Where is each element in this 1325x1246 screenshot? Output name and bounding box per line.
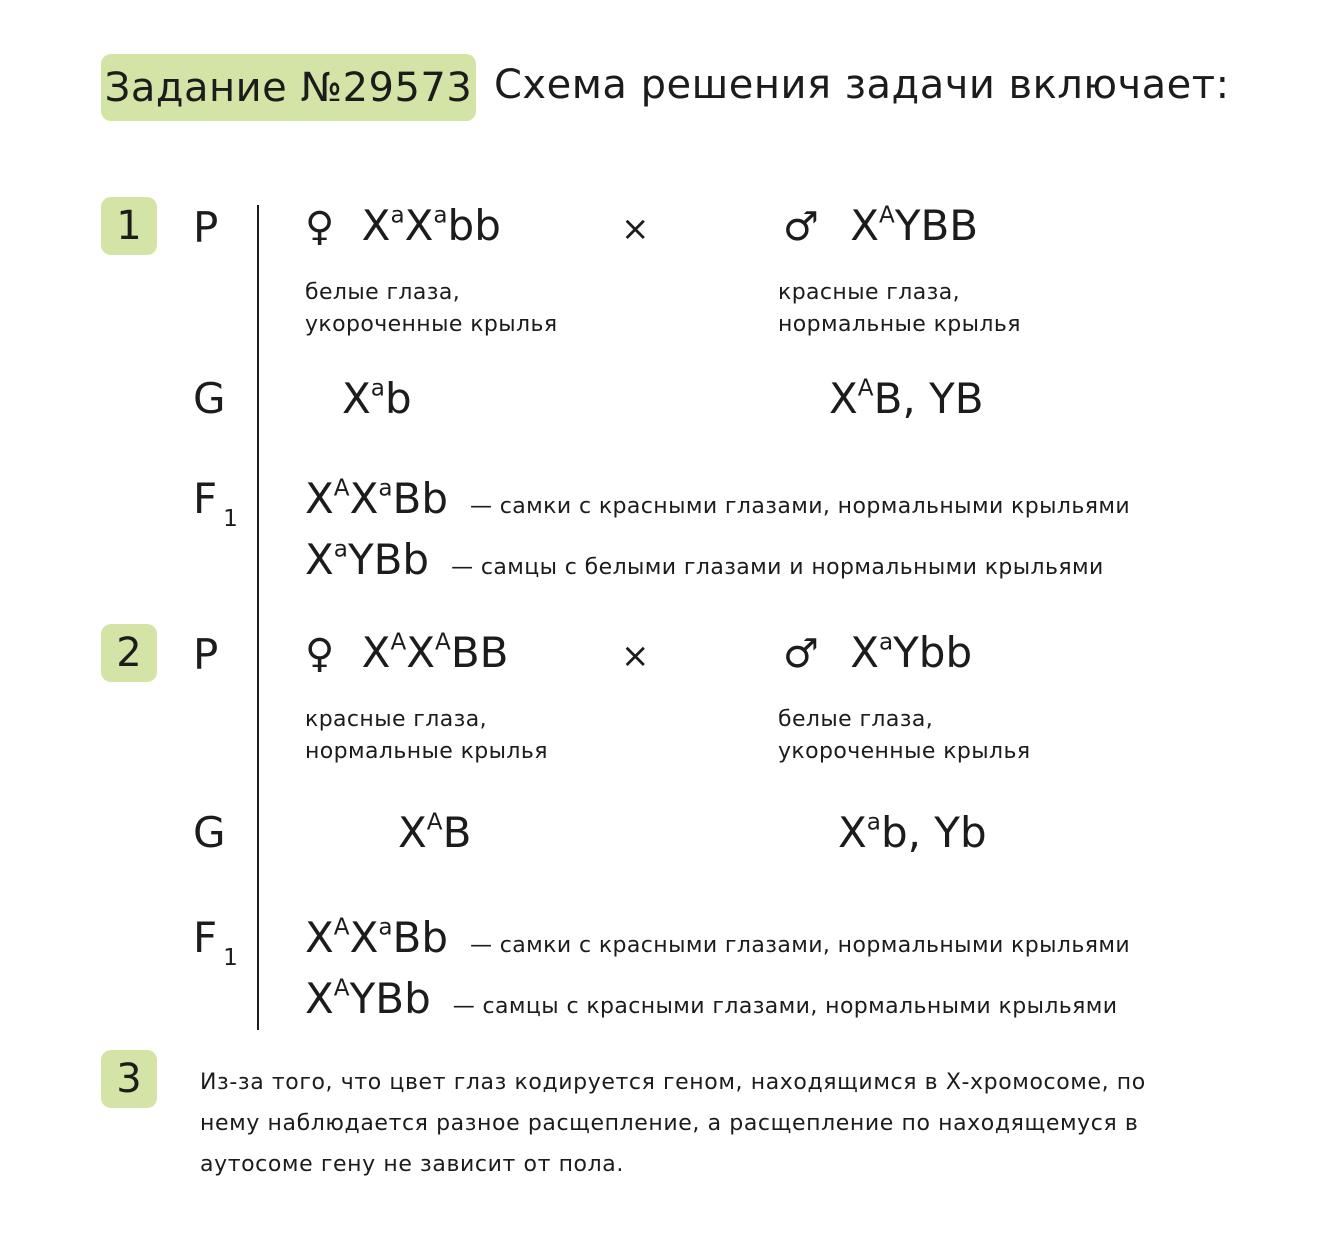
step-1-female-genotype: ♀ $X^aX^abb$ [305,201,501,250]
step-1-gametes-label: G [193,374,226,423]
female-symbol-icon: ♀ [305,204,335,250]
cross-symbol-icon: × [621,209,650,249]
step-2-parents-label: P [193,630,219,679]
step-1-male-gametes: $X^AB$, YB [829,374,984,423]
step-2-offspring-label: F $_1$ [193,913,238,971]
step-1-male-genotype: ♂ $X^AYBB$ [783,201,979,250]
page-title: Схема решения задачи включает: [494,62,1230,108]
step-1-number: 1 [116,203,142,249]
step-2-female-genotype: ♀ $X^AX^ABB$ [305,628,509,677]
step-1-male-phenotype: красные глаза, нормальные крылья [778,280,1021,337]
step-1-offspring-label: F $_1$ [193,474,238,532]
step-1-offspring-male: $X^aYBb$ — самцы с белыми глазами и нормальными крыльями [305,535,1104,584]
scheme-divider-line [257,205,259,1030]
step-1-female-phenotype: белые глаза, укороченные крылья [305,280,558,337]
step-3-badge [101,1050,157,1108]
step-2-female-phenotype: красные глаза, нормальные крылья [305,707,548,764]
step-2-offspring-male: $X^AYBb$ — самцы с красными глазами, нормальными крыльями [305,974,1118,1023]
female-symbol-icon: ♀ [305,631,335,677]
step-2-male-gametes: $X^ab$, Yb [838,808,987,857]
step-2-gametes-label: G [193,808,226,857]
step-3-number: 3 [116,1056,142,1102]
cross-symbol-icon: × [621,636,650,676]
task-number-label: Задание №29573 [104,64,473,111]
step-2-badge [101,624,157,682]
step-2-offspring-female: $X^AX^aBb$ — самки с красными глазами, нормальными крыльями [305,913,1131,962]
step-1-badge [101,197,157,255]
step-1-female-gametes: $X^ab$ [342,374,412,423]
step-1-parents-label: P [193,203,219,252]
step-2-number: 2 [116,630,142,676]
step-3-explanation: Из-за того, что цвет глаз кодируется геном, находящимся в Х-хромосоме, по нему наблюдается разное расщепление, а расщепление по находящемуся в аутосоме гену не зависит от пола. [200,1070,1146,1177]
male-symbol-icon: ♂ [783,631,819,677]
male-symbol-icon: ♂ [783,204,819,250]
task-number-badge [101,54,476,121]
step-1-offspring-female: $X^AX^aBb$ — самки с красными глазами, нормальными крыльями [305,474,1131,523]
step-2-male-phenotype: белые глаза, укороченные крылья [778,707,1031,764]
step-2-female-gametes: $X^AB$ [398,808,472,857]
step-2-male-genotype: ♂ $X^aYbb$ [783,628,973,677]
